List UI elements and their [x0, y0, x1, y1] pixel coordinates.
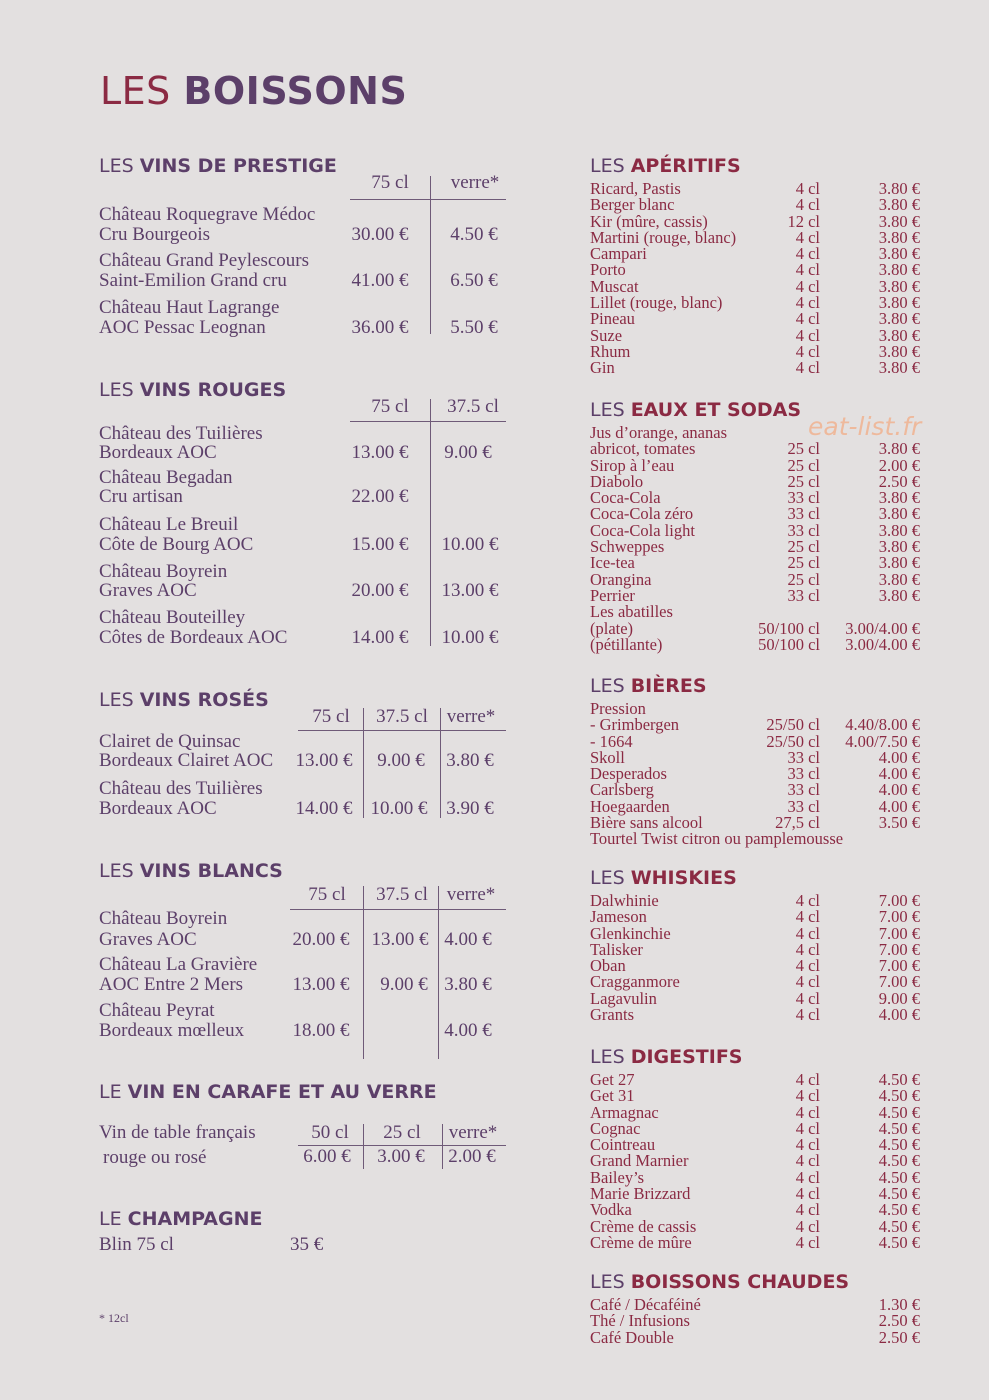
price-37cl: 10.00 € [441, 534, 499, 555]
champagne-name: Blin 75 cl [99, 1234, 174, 1255]
drink-volume: 25/50 cl [766, 731, 820, 751]
column-header: 50 cl [311, 1122, 349, 1143]
drink-row [590, 1327, 920, 1347]
drink-price: 4.50 € [878, 1102, 920, 1122]
wine-name: Château Begadan [99, 467, 233, 488]
drink-name: Rhum [590, 341, 631, 361]
wine-appellation: Bordeaux mœlleux [99, 1020, 245, 1041]
drink-name: Grand Marnier [590, 1151, 689, 1171]
price-75cl: 20.00 € [351, 580, 409, 601]
drink-volume: 4 cl [795, 1135, 820, 1155]
page-title-bold: BOISSONS [183, 69, 408, 113]
drink-name: Oban [590, 956, 626, 976]
wine-appellation: Cru Bourgeois [99, 224, 211, 245]
drink-price: 3.80 € [878, 358, 920, 378]
column-header: 75 cl [312, 706, 350, 727]
column-header: 75 cl [371, 172, 409, 193]
section-heading: LE VIN EN CARAFE ET AU VERRE [99, 1081, 437, 1103]
drink-price: 3.80 € [878, 520, 920, 540]
drink-volume: 33 cl [787, 796, 820, 816]
drink-volume: 25 cl [787, 439, 820, 459]
drink-name: Bailey’s [590, 1167, 645, 1187]
drink-volume: 4 cl [795, 244, 820, 264]
drink-volume: 50/100 cl [758, 634, 820, 654]
price-verre: 2.00 € [448, 1146, 496, 1167]
section-heading: LES BIÈRES [590, 675, 707, 697]
drink-name: Marie Brizzard [590, 1184, 691, 1204]
drink-price: 4.00 € [878, 1005, 920, 1025]
drink-name: Carlsberg [590, 780, 654, 800]
drink-row [590, 360, 920, 376]
column-header: 37.5 cl [447, 396, 499, 417]
drink-price: 4.50 € [878, 1070, 920, 1089]
drink-list [590, 701, 920, 848]
wine-name: Château Bouteilley [99, 607, 246, 628]
drink-name: Crème de cassis [590, 1216, 697, 1236]
drink-name: Schweppes [590, 537, 665, 557]
drink-volume: 33 cl [787, 764, 820, 784]
drink-volume: 4 cl [795, 1005, 820, 1025]
price-37cl: 9.00 € [444, 442, 492, 463]
column-divider [363, 886, 364, 1059]
drink-name: Hoegaarden [590, 796, 670, 816]
column-divider [430, 176, 431, 334]
drink-price: 1.30 € [878, 1295, 920, 1314]
drink-row [590, 295, 920, 311]
price-75cl: 13.00 € [292, 974, 350, 995]
drink-volume: 4 cl [795, 972, 820, 992]
drink-price: 4.00/7.50 € [845, 731, 920, 751]
price-verre: 4.50 € [450, 224, 498, 245]
drink-row [590, 1072, 920, 1088]
drink-price: 3.80 € [878, 276, 920, 296]
wine-name: Vin de table français [99, 1122, 256, 1143]
wine-name: Château Grand Peylescours [99, 250, 309, 271]
section-heading: LES DIGESTIFS [590, 1046, 743, 1068]
drink-price: 3.80 € [878, 195, 920, 215]
price-75cl: 18.00 € [292, 1020, 350, 1041]
wine-name: Château Haut Lagrange [99, 297, 280, 318]
drink-name: Crème de mûre [590, 1232, 692, 1252]
drink-price: 3.00/4.00 € [845, 618, 920, 638]
drink-price: 4.50 € [878, 1135, 920, 1155]
drink-price: 9.00 € [878, 988, 920, 1008]
drink-row [590, 988, 920, 1008]
drink-price: 7.00 € [878, 907, 920, 927]
column-header: verre* [446, 706, 496, 727]
drink-volume: 25 cl [787, 569, 820, 589]
drink-name: Ricard, Pastis [590, 179, 681, 198]
section-heading: LES WHISKIES [590, 867, 737, 889]
drink-price: 4.50 € [878, 1086, 920, 1106]
drink-volume: 4 cl [795, 276, 820, 296]
drink-name: Campari [590, 244, 647, 264]
drink-price: 4.50 € [878, 1118, 920, 1138]
drink-price: 3.80 € [878, 504, 920, 524]
drink-name: abricot, tomates [590, 439, 696, 459]
drink-name: Get 31 [590, 1086, 635, 1106]
drink-volume: 33 cl [787, 747, 820, 767]
drink-price: 4.50 € [878, 1151, 920, 1171]
drink-price: 7.00 € [878, 972, 920, 992]
drink-volume: 4 cl [795, 891, 820, 910]
drink-name: Grants [590, 1005, 634, 1025]
drink-name: Lillet (rouge, blanc) [590, 293, 723, 313]
price-75cl: 15.00 € [351, 534, 409, 555]
drink-price: 4.00 € [878, 764, 920, 784]
wine-appellation: Graves AOC [99, 580, 197, 601]
drink-name: Armagnac [590, 1102, 659, 1122]
wine-appellation: Saint-Emilion Grand cru [99, 270, 287, 291]
price-verre: 4.00 € [444, 1020, 492, 1041]
drink-volume: 33 cl [787, 504, 820, 524]
drink-price: 3.80 € [878, 260, 920, 280]
drink-price: 3.80 € [878, 553, 920, 573]
champagne-price: 35 € [290, 1234, 324, 1255]
drink-name: Sirop à l’eau [590, 455, 675, 475]
section-heading: LES VINS DE PRESTIGE [99, 155, 337, 177]
section-heading: LES BOISSONS CHAUDES [590, 1271, 850, 1293]
drink-price: 3.80 € [878, 569, 920, 589]
wine-appellation: Bordeaux AOC [99, 442, 217, 463]
drink-volume: 4 cl [795, 923, 820, 943]
drink-price: 2.50 € [878, 1327, 920, 1347]
drink-price: 3.80 € [878, 341, 920, 361]
drink-price: 4.40/8.00 € [845, 715, 920, 735]
drink-price: 4.00 € [878, 747, 920, 767]
drink-name: Porto [590, 260, 626, 280]
drink-row [590, 539, 920, 555]
wine-name: Château Boyrein [99, 908, 228, 929]
drink-list [590, 893, 920, 1023]
drink-volume: 4 cl [795, 939, 820, 959]
price-75cl: 14.00 € [351, 627, 409, 648]
drink-name: Café Double [590, 1327, 674, 1347]
watermark: eat-list.fr [808, 412, 922, 441]
drink-name: Jus d’orange, ananas [590, 423, 727, 442]
section-heading: LES VINS ROUGES [99, 379, 287, 401]
drink-volume: 4 cl [795, 341, 820, 361]
drink-name: Les abatilles [590, 602, 673, 622]
drink-price: 3.80 € [878, 227, 920, 247]
drink-volume: 25 cl [787, 553, 820, 573]
price-75cl: 36.00 € [351, 317, 409, 338]
drink-volume: 4 cl [795, 1216, 820, 1236]
drink-price: 3.80 € [878, 244, 920, 264]
drink-name: Coca-Cola [590, 488, 661, 508]
drink-row [590, 1232, 920, 1252]
column-header: verre* [446, 884, 496, 905]
drink-volume: 4 cl [795, 956, 820, 976]
drink-row [590, 634, 920, 654]
wine-name: Château des Tuilières [99, 778, 263, 799]
drink-row [590, 831, 920, 847]
price-75cl: 41.00 € [351, 270, 409, 291]
drink-price: 4.50 € [878, 1184, 920, 1204]
drink-name: (plate) [590, 618, 634, 638]
column-header: verre* [450, 172, 500, 193]
drink-list [590, 1297, 920, 1346]
drink-volume: 25/50 cl [766, 715, 820, 735]
section-heading: LES APÉRITIFS [590, 155, 741, 177]
wine-appellation: Côtes de Bordeaux AOC [99, 627, 288, 648]
drink-name: Talisker [590, 939, 643, 959]
wine-appellation: rouge ou rosé [103, 1147, 207, 1168]
wine-name: Château La Gravière [99, 954, 258, 975]
drink-volume: 4 cl [795, 1102, 820, 1122]
price-75cl: 30.00 € [351, 224, 409, 245]
drink-price: 7.00 € [878, 939, 920, 959]
drink-price: 4.50 € [878, 1216, 920, 1236]
drink-name: Jameson [590, 907, 647, 927]
drink-row [590, 311, 920, 327]
drink-name: - 1664 [590, 731, 633, 751]
price-75cl: 13.00 € [295, 750, 353, 771]
price-37cl: 9.00 € [380, 974, 428, 995]
drink-volume: 25 cl [787, 537, 820, 557]
price-verre: 3.80 € [444, 974, 492, 995]
drink-price: 3.80 € [878, 325, 920, 345]
price-37cl: 13.00 € [371, 929, 429, 950]
price-verre: 6.50 € [450, 270, 498, 291]
drink-volume: 4 cl [795, 1118, 820, 1138]
drink-price: 4.00 € [878, 796, 920, 816]
page-title [100, 69, 408, 113]
drink-price: 4.50 € [878, 1167, 920, 1187]
drink-price: 3.80 € [878, 309, 920, 329]
drink-price: 3.80 € [878, 537, 920, 557]
column-header: verre* [448, 1122, 498, 1143]
drink-list [590, 181, 920, 377]
drink-price: 3.00/4.00 € [845, 634, 920, 654]
drink-name: Glenkinchie [590, 923, 671, 943]
column-header: 75 cl [308, 884, 346, 905]
drink-name: - Grimbergen [590, 715, 680, 735]
drink-row [590, 246, 920, 262]
drink-price: 3.80 € [878, 488, 920, 508]
drink-name: Thé / Infusions [590, 1311, 690, 1331]
drink-name: Ice-tea [590, 553, 635, 573]
drink-row [590, 341, 920, 361]
drink-volume: 4 cl [795, 1232, 820, 1252]
drink-name: (pétillante) [590, 634, 663, 654]
wine-appellation: Graves AOC [99, 929, 197, 950]
column-header: 37.5 cl [376, 706, 428, 727]
drink-price: 3.80 € [878, 211, 920, 231]
column-divider [430, 399, 431, 646]
drink-volume: 4 cl [795, 195, 820, 215]
header-rule [298, 730, 506, 731]
drink-volume: 4 cl [795, 227, 820, 247]
drink-volume: 4 cl [795, 179, 820, 198]
wine-name: Château des Tuilières [99, 423, 263, 444]
price-75cl: 20.00 € [292, 929, 350, 950]
drink-price: 7.00 € [878, 891, 920, 910]
drink-row [590, 262, 920, 278]
drink-name: Cragganmore [590, 972, 680, 992]
wine-appellation: Bordeaux AOC [99, 798, 217, 819]
drink-name: Get 27 [590, 1070, 635, 1089]
drink-volume: 33 cl [787, 520, 820, 540]
drink-list [590, 1072, 920, 1251]
drink-name: Gin [590, 358, 615, 378]
header-rule [290, 909, 506, 910]
drink-volume: 33 cl [787, 488, 820, 508]
drink-volume: 4 cl [795, 309, 820, 329]
price-verre: 4.00 € [444, 929, 492, 950]
wine-name: Clairet de Quinsac [99, 731, 241, 752]
drink-price: 7.00 € [878, 956, 920, 976]
wine-appellation: Côte de Bourg AOC [99, 534, 254, 555]
drink-volume: 4 cl [795, 1086, 820, 1106]
drink-name: Pression [590, 699, 646, 718]
drink-price: 3.80 € [878, 293, 920, 313]
drink-price: 4.50 € [878, 1200, 920, 1220]
drink-name: Suze [590, 325, 623, 345]
drink-price: 4.50 € [878, 1232, 920, 1252]
drink-name: Tourtel Twist citron ou pamplemousse [590, 829, 844, 849]
drink-name: Muscat [590, 276, 639, 296]
drink-volume: 50/100 cl [758, 618, 820, 638]
header-rule [350, 199, 506, 200]
drink-name: Berger blanc [590, 195, 675, 215]
wine-appellation: AOC Entre 2 Mers [99, 974, 244, 995]
drink-name: Cointreau [590, 1135, 656, 1155]
footnote: * 12cl [99, 1311, 129, 1325]
drink-name: Pineau [590, 309, 635, 329]
drink-name: Cognac [590, 1118, 641, 1138]
drink-volume: 33 cl [787, 780, 820, 800]
price-37cl: 10.00 € [370, 798, 428, 819]
drink-price: 3.80 € [878, 585, 920, 605]
drink-row [590, 325, 920, 345]
price-37cl: 10.00 € [441, 627, 499, 648]
drink-price: 3.80 € [878, 439, 920, 459]
drink-price: 4.00 € [878, 780, 920, 800]
drink-volume: 4 cl [795, 293, 820, 313]
wine-appellation: AOC Pessac Leognan [99, 317, 266, 338]
section-heading: LES VINS BLANCS [99, 860, 283, 882]
wine-appellation: Cru artisan [99, 486, 183, 507]
drink-volume: 4 cl [795, 988, 820, 1008]
wine-appellation: Bordeaux Clairet AOC [99, 750, 274, 771]
section-heading: LE CHAMPAGNE [99, 1208, 263, 1230]
drink-name: Bière sans alcool [590, 813, 703, 833]
drink-volume: 4 cl [795, 1070, 820, 1089]
price-verre: 3.80 € [446, 750, 494, 771]
column-header: 75 cl [371, 396, 409, 417]
drink-volume: 12 cl [787, 211, 820, 231]
drink-name: Desperados [590, 764, 667, 784]
drink-name: Orangina [590, 569, 652, 589]
column-header: 25 cl [383, 1122, 421, 1143]
drink-price: 3.50 € [878, 813, 920, 833]
drink-row [590, 731, 920, 751]
drink-name: Kir (mûre, cassis) [590, 211, 708, 231]
drink-name: Coca-Cola zéro [590, 504, 694, 524]
drink-volume: 4 cl [795, 1184, 820, 1204]
drink-list [590, 425, 920, 653]
drink-price: 2.00 € [878, 455, 920, 475]
drink-volume: 25 cl [787, 455, 820, 475]
price-75cl: 13.00 € [351, 442, 409, 463]
price-25cl: 3.00 € [377, 1146, 425, 1167]
drink-name: Lagavulin [590, 988, 657, 1008]
drink-volume: 4 cl [795, 1200, 820, 1220]
drink-price: 2.50 € [878, 471, 920, 491]
drink-row [590, 569, 920, 589]
drink-volume: 33 cl [787, 585, 820, 605]
drink-name: Diabolo [590, 471, 644, 491]
price-75cl: 22.00 € [351, 486, 409, 507]
drink-row [590, 1007, 920, 1023]
drink-volume: 4 cl [795, 260, 820, 280]
drink-volume: 4 cl [795, 358, 820, 378]
drink-name: Martini (rouge, blanc) [590, 227, 737, 247]
drink-name: Dalwhinie [590, 891, 659, 910]
section-heading: LES VINS ROSÉS [99, 689, 269, 711]
drink-name: Café / Décaféiné [590, 1295, 701, 1314]
drink-name: Vodka [590, 1200, 632, 1220]
wine-name: Château Boyrein [99, 561, 228, 582]
drink-price: 3.80 € [878, 179, 920, 198]
price-verre: 5.50 € [450, 317, 498, 338]
drink-volume: 4 cl [795, 1167, 820, 1187]
drink-volume: 4 cl [795, 325, 820, 345]
price-37cl: 9.00 € [377, 750, 425, 771]
price-50cl: 6.00 € [303, 1146, 351, 1167]
drink-price: 7.00 € [878, 923, 920, 943]
drink-volume: 4 cl [795, 907, 820, 927]
page-title-light: LES [100, 69, 171, 113]
wine-name: Château Roquegrave Médoc [99, 204, 316, 225]
drink-volume: 27,5 cl [775, 813, 820, 833]
drink-volume: 4 cl [795, 1151, 820, 1171]
drink-name: Perrier [590, 585, 635, 605]
drink-volume: 25 cl [787, 471, 820, 491]
wine-name: Château Peyrat [99, 1000, 215, 1021]
drink-row [590, 939, 920, 959]
drink-name: Coca-Cola light [590, 520, 695, 540]
wine-name: Château Le Breuil [99, 514, 239, 535]
drink-row [590, 1186, 920, 1202]
drink-price: 2.50 € [878, 1311, 920, 1331]
section-heading: LES EAUX ET SODAS [590, 399, 802, 421]
header-rule [350, 421, 506, 422]
column-header: 37.5 cl [376, 884, 428, 905]
drink-name: Skoll [590, 747, 625, 767]
price-37cl: 13.00 € [441, 580, 499, 601]
price-75cl: 14.00 € [295, 798, 353, 819]
price-verre: 3.90 € [446, 798, 494, 819]
